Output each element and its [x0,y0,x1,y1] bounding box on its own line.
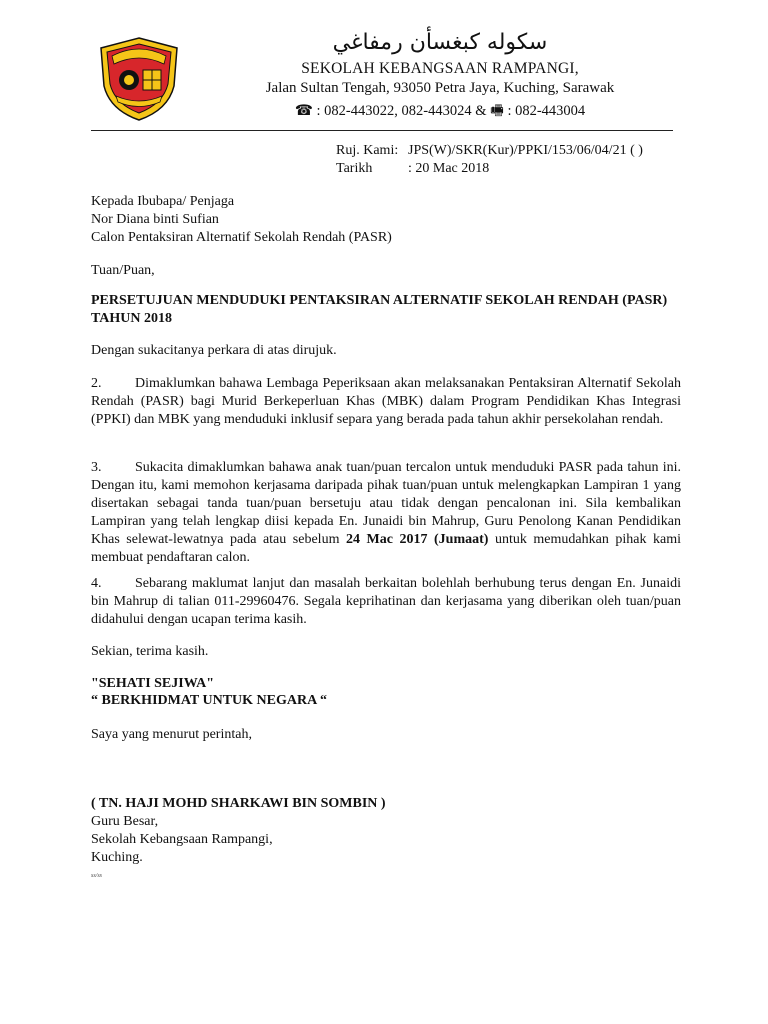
date-value: : 20 Mac 2018 [408,161,490,176]
paragraph-2-text: Dimaklumkan bahawa Lembaga Peperiksaan akan melaksanakan Pentaksiran Alternatif Sekolah Rendah (PASR) bagi Murid Berkeperluan Khas (MBK) dalam Program Pendidikan Khas Integrasi (PPKI) dan MBK yang menduduki inklusif separa yang berada pada tahun akhir persekolahan rendah. [91,376,681,427]
paragraph-2-number: 2. [91,376,102,391]
school-crest-logo [98,36,180,122]
signatory-city: Kuching. [91,850,143,865]
fax-number: : 082-443004 [507,103,586,119]
recipient-line-1: Kepada Ibubapa/ Penjaga [91,194,235,209]
paragraph-3 [91,459,681,567]
paragraph-3-text-end: untuk memudahkan pihak kami membuat pendaftaran calon. [91,532,681,565]
salutation: Tuan/Puan, [91,263,155,278]
paragraph-4-text: Sebarang maklumat lanjut dan masalah berkaitan bolehlah berhubung terus dengan En. Junaidi bin Mahrup di talian 011-29960476. Segala keprihatinan dan kerjasama yang diberikan oleh tuan/puan didahului dengan ucapan terima kasih. [91,576,681,627]
paragraph-1: Dengan sukacitanya perkara di atas dirujuk. [91,343,337,358]
motto-2: “ BERKHIDMAT UNTUK NEGARA “ [91,693,327,708]
paragraph-3-text: Sukacita dimaklumkan bahawa anak tuan/puan tercalon untuk menduduki PASR pada tahun ini. Dengan itu, kami memohon kerjasama daripada pihak tuan/puan untuk melengkapkan Lampiran 1 yang disertakan sebagai tanda tuan/puan bersetuju atau tidak dengan pencalonan ini. Sila kembalikan Lampiran yang telah lengkap diisi kepada En. Junaidi bin Mahrup, Guru Penolong Kanan Pendidikan Khas selewat-lewatnya pada atau sebelum [91,460,681,547]
fax-icon: 🖷 [490,103,504,119]
signature-block [91,795,681,885]
ref-value: JPS(W)/SKR(Kur)/PPKI/153/06/04/21 ( ) [408,143,643,158]
date-label: Tarikh [336,161,373,176]
phone-numbers: : 082-443022, 082-443024 & [316,103,487,119]
recipient-line-3: Calon Pentaksiran Alternatif Sekolah Rendah (PASR) [91,230,392,245]
sign-intro: Saya yang menurut perintah, [91,727,252,742]
school-name: SEKOLAH KEBANGSAAN RAMPANGI, [301,60,579,77]
telephone-icon: ☎ [294,103,313,119]
reference-block [336,142,643,178]
school-contact [200,100,680,125]
paragraph-4 [91,575,681,629]
school-name-jawi: سکوله کبغسأن رمفاغي [332,30,548,55]
paragraph-4-number: 4. [91,576,102,591]
paragraph-2 [91,375,681,429]
recipient-block [91,193,681,247]
deadline-date: 24 Mac 2017 (Jumaat) [346,532,489,547]
signatory-school: Sekolah Kebangsaan Rampangi, [91,832,273,847]
closing: Sekian, terima kasih. [91,644,209,659]
signatory-name: ( TN. HAJI MOHD SHARKAWI BIN SOMBIN ) [91,796,386,811]
ref-label: Ruj. Kami: [336,143,399,158]
paragraph-3-number: 3. [91,460,102,475]
signatory-title: Guru Besar, [91,814,159,829]
typist-initials: ss/ss [91,873,103,879]
school-address: Jalan Sultan Tengah, 93050 Petra Jaya, Kuching, Sarawak [265,80,615,96]
recipient-name: Nor Diana binti Sufian [91,212,219,227]
header-divider [91,130,673,131]
motto-1: "SEHATI SEJIWA" [91,676,215,691]
letter-subject: PERSETUJUAN MENDUDUKI PENTAKSIRAN ALTERNATIF SEKOLAH RENDAH (PASR) TAHUN 2018 [91,293,668,326]
